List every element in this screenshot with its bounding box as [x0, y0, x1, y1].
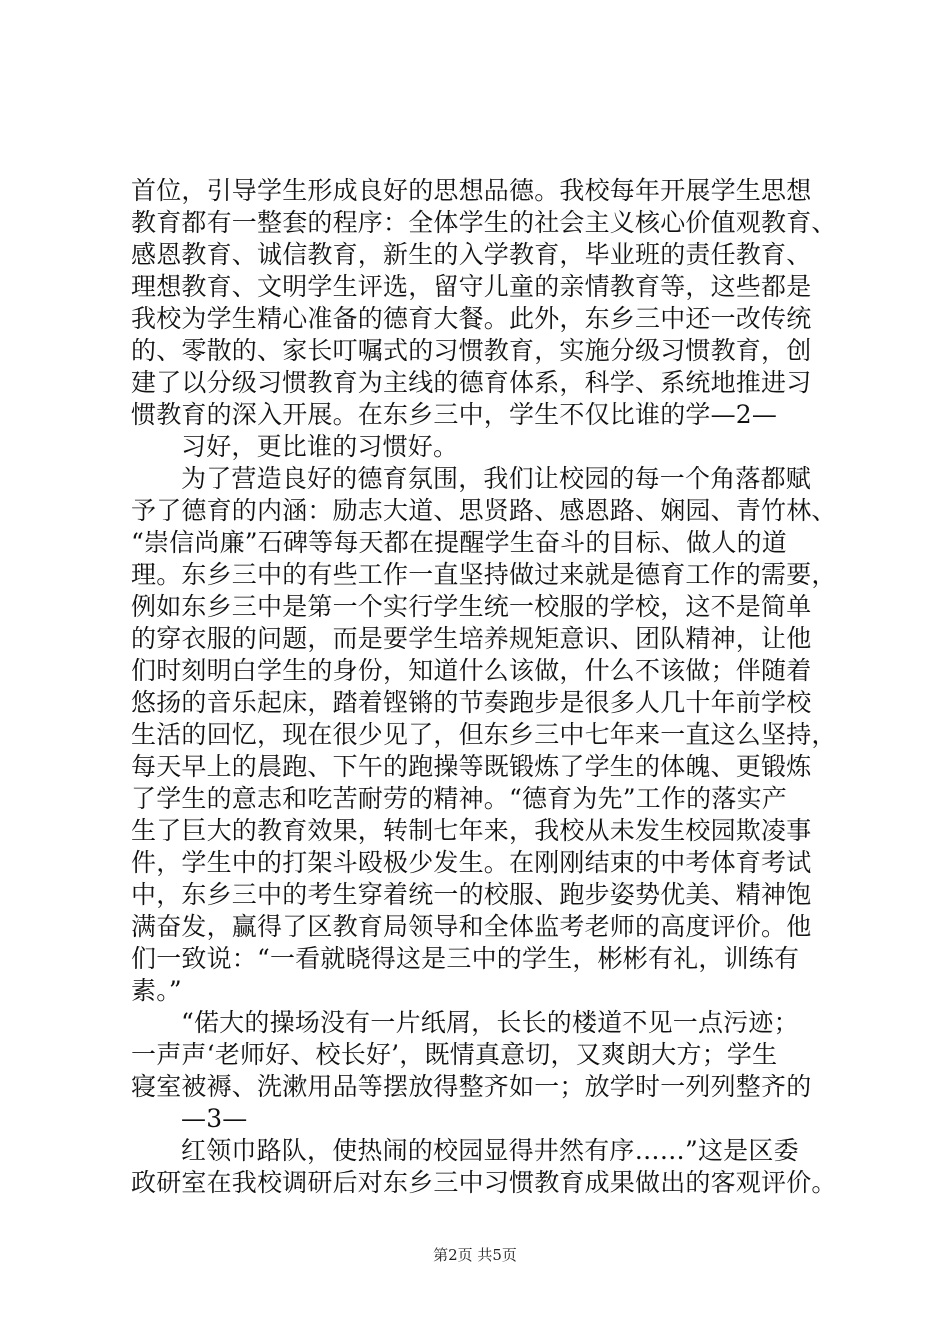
text-line: 件，学生中的打架斗殴极少发生。在刚刚结束的中考体育考试: [131, 848, 812, 877]
text-line: 寝室被褥、洗漱用品等摆放得整齐如一；放学时一列列整齐的: [131, 1072, 812, 1101]
text-line: 感恩教育、诚信教育，新生的入学教育，毕业班的责任教育、: [131, 240, 812, 269]
text-line: 我校为学生精心准备的德育大餐。此外，东乡三中还一改传统: [131, 304, 812, 333]
text-line: 一声声‘老师好、校长好’，既情真意切，又爽朗大方；学生: [131, 1040, 778, 1069]
text-line: 生了巨大的教育效果，转制七年来，我校从未发生校园欺凌事: [131, 816, 812, 845]
text-line: 政研室在我校调研后对东乡三中习惯教育成果做出的客观评价。: [131, 1168, 837, 1197]
text-line: 予了德育的内涵：励志大道、思贤路、感恩路、娴园、青竹林、: [131, 496, 837, 525]
text-line: 为了营造良好的德育氛围，我们让校园的每一个角落都赋: [181, 464, 812, 493]
text-line: 们一致说：“一看就晓得这是三中的学生，彬彬有礼，训练有: [131, 944, 800, 973]
text-line: “偌大的操场没有一片纸屑，长长的楼道不见一点污迹；: [181, 1008, 799, 1037]
text-line: 的、零散的、家长叮嘱式的习惯教育，实施分级习惯教育，创: [131, 336, 812, 365]
text-line: 例如东乡三中是第一个实行学生统一校服的学校，这不是简单: [131, 592, 812, 621]
text-line: 惯教育的深入开展。在东乡三中，学生不仅比谁的学—2—: [131, 400, 778, 429]
page-marker: —3—: [181, 1104, 248, 1133]
text-line: 建了以分级习惯教育为主线的德育体系，科学、系统地推进习: [131, 368, 812, 397]
text-line: 们时刻明白学生的身份，知道什么该做，什么不该做；伴随着: [131, 656, 812, 685]
text-line: 习好，更比谁的习惯好。: [181, 432, 459, 461]
page-footer: 第2页 共5页: [433, 1246, 517, 1264]
text-line: 的穿衣服的问题，而是要学生培养规矩意识、团队精神，让他: [131, 624, 812, 653]
text-line: 生活的回忆，现在很少见了，但东乡三中七年来一直这么坚持，: [131, 720, 837, 749]
text-line: 中，东乡三中的考生穿着统一的校服、跑步姿势优美、精神饱: [131, 880, 812, 909]
text-line: 了学生的意志和吃苦耐劳的精神。“德育为先”工作的落实产: [131, 784, 787, 813]
text-line: 每天早上的晨跑、下午的跑操等既锻炼了学生的体魄、更锻炼: [131, 752, 812, 781]
text-line: 素。”: [131, 976, 182, 1005]
text-line: 理。东乡三中的有些工作一直坚持做过来就是德育工作的需要，: [131, 560, 837, 589]
text-line: 悠扬的音乐起床，踏着铿锵的节奏跑步是很多人几十年前学校: [131, 688, 812, 717]
text-line: 首位，引导学生形成良好的思想品德。我校每年开展学生思想: [131, 176, 812, 205]
text-line: “崇信尚廉”石碑等每天都在提醒学生奋斗的目标、做人的道: [131, 528, 787, 557]
text-line: 红领巾路队，使热闹的校园显得井然有序……”这是区委: [181, 1136, 799, 1165]
text-line: 教育都有一整套的程序：全体学生的社会主义核心价值观教育、: [131, 208, 837, 237]
text-line: 满奋发，赢得了区教育局领导和全体监考老师的高度评价。他: [131, 912, 812, 941]
text-line: 理想教育、文明学生评选，留守儿童的亲情教育等，这些都是: [131, 272, 812, 301]
